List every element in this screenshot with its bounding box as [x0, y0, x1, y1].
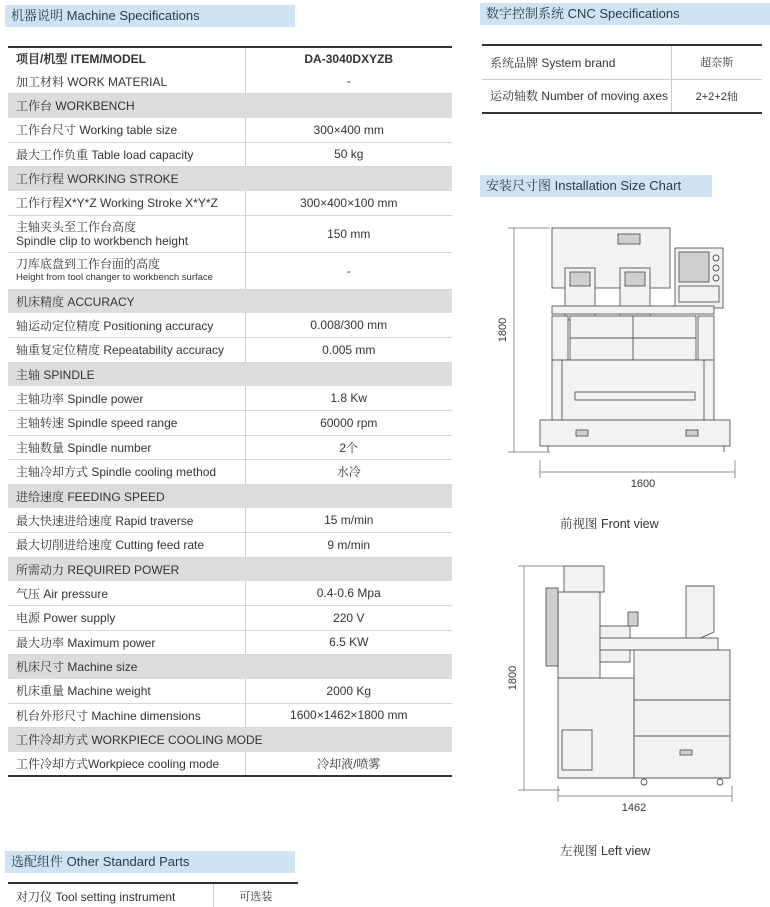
- spec-category-label: 主轴 SPINDLE: [8, 362, 452, 386]
- spec-category-label: 机床尺寸 Machine size: [8, 655, 452, 679]
- machine-spec-title: 机器说明 Machine Specifications: [5, 5, 295, 27]
- table-row: [8, 703, 452, 728]
- parts-row-label: 对刀仪 Tool setting instrument: [8, 883, 213, 907]
- cnc-row-label: 系统品牌 System brand: [482, 45, 671, 79]
- table-row: [8, 386, 452, 411]
- spec-row-label: 电源 Power supply: [8, 606, 245, 631]
- spec-row-label: [8, 252, 245, 289]
- table-row: [8, 533, 452, 558]
- spec-row-label: 主轴转速 Spindle speed range: [8, 411, 245, 436]
- spec-row-value: 0.008/300 mm: [245, 313, 452, 338]
- table-row: [8, 69, 452, 94]
- spec-row-label-line1: 刀库底盘到工作台面的高度: [16, 256, 161, 271]
- spec-category-row: [8, 94, 452, 118]
- spec-header-row: [8, 47, 452, 69]
- spec-row-label-line1: 主轴夹头至工作台高度: [16, 219, 137, 234]
- spec-row-value: 0.005 mm: [245, 338, 452, 363]
- spec-category-row: [8, 167, 452, 191]
- spec-row-value: 2个: [245, 435, 452, 460]
- spec-header-label: 项目/机型 ITEM/MODEL: [8, 47, 245, 69]
- table-row: [8, 215, 452, 252]
- spec-category-row: [8, 655, 452, 679]
- cnc-row-label: 运动轴数 Number of moving axes: [482, 79, 671, 113]
- spec-row-value: 150 mm: [245, 215, 452, 252]
- table-row: [8, 411, 452, 436]
- table-row: [8, 338, 452, 363]
- machine-spec-table: [8, 46, 452, 777]
- spec-category-label: 进给速度 FEEDING SPEED: [8, 484, 452, 508]
- optional-parts-title: 选配组件 Other Standard Parts: [5, 851, 295, 873]
- spec-category-row: [8, 557, 452, 581]
- table-row: [8, 883, 298, 907]
- spec-category-label: 所需动力 REQUIRED POWER: [8, 557, 452, 581]
- cnc-spec-table: [482, 44, 762, 114]
- spec-row-value: 300×400 mm: [245, 118, 452, 143]
- spec-row-value: 300×400×100 mm: [245, 191, 452, 216]
- spec-row-label: 工件冷却方式Workpiece cooling mode: [8, 752, 245, 777]
- spec-category-row: [8, 362, 452, 386]
- table-row: [8, 142, 452, 167]
- spec-row-value: 60000 rpm: [245, 411, 452, 436]
- table-row: [8, 460, 452, 485]
- table-row: [8, 435, 452, 460]
- spec-row-value: 1.8 Kw: [245, 386, 452, 411]
- spec-row-value: 50 kg: [245, 142, 452, 167]
- installation-title: 安装尺寸图 Installation Size Chart: [480, 175, 712, 197]
- spec-row-label-line2: Spindle clip to workbench height: [16, 233, 189, 248]
- spec-row-label: 机台外形尺寸 Machine dimensions: [8, 703, 245, 728]
- spec-row-label: 轴运动定位精度 Positioning accuracy: [8, 313, 245, 338]
- front-width-label: 1600: [630, 478, 656, 490]
- spec-row-value: 2000 Kg: [245, 679, 452, 704]
- cnc-row-value: 2+2+2轴: [671, 79, 762, 113]
- spec-row-value: 冷却液/喷雾: [245, 752, 452, 777]
- table-row: [8, 630, 452, 655]
- spec-row-label-line2: Height from tool changer to workbench surface: [16, 271, 213, 283]
- spec-row-label: 工作行程X*Y*Z Working Stroke X*Y*Z: [8, 191, 245, 216]
- front-view-label: 前视图 Front view: [560, 517, 659, 531]
- spec-row-value: 0.4-0.6 Mpa: [245, 581, 452, 606]
- spec-category-row: [8, 728, 452, 752]
- front-height-label: 1800: [497, 317, 509, 343]
- spec-row-value: 6.5 KW: [245, 630, 452, 655]
- spec-category-label: 机床精度 ACCURACY: [8, 289, 452, 313]
- table-row: [8, 313, 452, 338]
- table-row: [8, 118, 452, 143]
- spec-row-label: 最大切削进给速度 Cutting feed rate: [8, 533, 245, 558]
- spec-row-label: 最大快速进给速度 Rapid traverse: [8, 508, 245, 533]
- spec-category-label: 工作行程 WORKING STROKE: [8, 167, 452, 191]
- spec-row-value: -: [245, 69, 452, 94]
- spec-row-label: 主轴数量 Spindle number: [8, 435, 245, 460]
- parts-row-value: 可选装: [239, 891, 273, 903]
- spec-row-value: 水冷: [245, 460, 452, 485]
- spec-category-row: [8, 289, 452, 313]
- table-row: [8, 191, 452, 216]
- spec-category-label: 工作台 WORKBENCH: [8, 94, 452, 118]
- spec-category-label: 工件冷却方式 WORKPIECE COOLING MODE: [8, 728, 452, 752]
- left-view-label: 左视图 Left view: [560, 844, 651, 858]
- spec-row-label: 主轴功率 Spindle power: [8, 386, 245, 411]
- left-height-label: 1800: [507, 665, 519, 691]
- left-view-drawing: [500, 560, 760, 820]
- spec-row-label: 加工材料 WORK MATERIAL: [8, 69, 245, 94]
- spec-row-value: 1600×1462×1800 mm: [245, 703, 452, 728]
- spec-row-label: 气压 Air pressure: [8, 581, 245, 606]
- optional-parts-table: [8, 882, 298, 907]
- spec-row-label: 主轴冷却方式 Spindle cooling method: [8, 460, 245, 485]
- table-row: [8, 752, 452, 777]
- table-row: [8, 252, 452, 289]
- cnc-spec-title: 数字控制系统 CNC Specifications: [480, 3, 770, 25]
- spec-category-row: [8, 484, 452, 508]
- table-row: [8, 679, 452, 704]
- table-row: [482, 79, 762, 113]
- spec-row-label: 工作台尺寸 Working table size: [8, 118, 245, 143]
- spec-row-value: 220 V: [245, 606, 452, 631]
- cnc-row-value: 超奈斯: [671, 45, 762, 79]
- front-view-drawing: [490, 220, 760, 495]
- table-row: [8, 606, 452, 631]
- spec-row-value: 15 m/min: [245, 508, 452, 533]
- table-row: [8, 581, 452, 606]
- spec-header-model: DA-3040DXYZB: [304, 51, 394, 66]
- table-row: [482, 45, 762, 79]
- spec-row-label: [8, 215, 245, 252]
- spec-row-label: 最大工作负重 Table load capacity: [8, 142, 245, 167]
- spec-row-label: 最大功率 Maximum power: [8, 630, 245, 655]
- spec-row-label: 机床重量 Machine weight: [8, 679, 245, 704]
- spec-row-value: -: [245, 252, 452, 289]
- table-row: [8, 508, 452, 533]
- left-depth-label: 1462: [621, 802, 647, 814]
- spec-row-label: 轴重复定位精度 Repeatability accuracy: [8, 338, 245, 363]
- spec-row-value: 9 m/min: [245, 533, 452, 558]
